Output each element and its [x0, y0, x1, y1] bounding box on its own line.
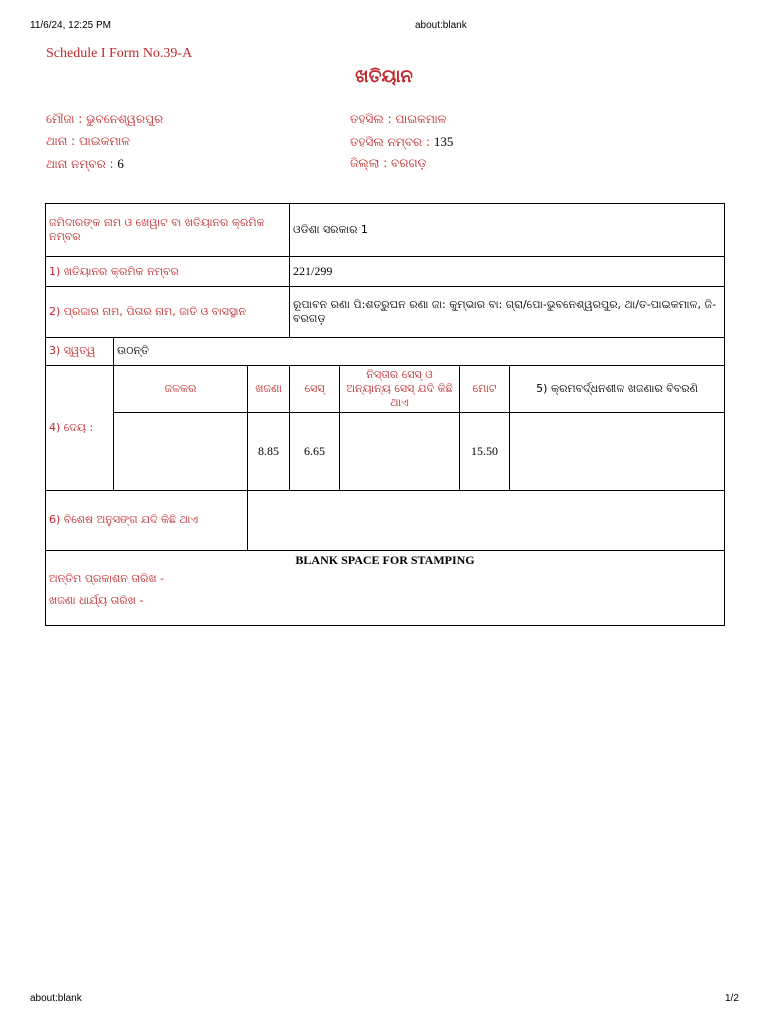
final-publication-date: ଅନ୍ତିମ ପ୍ରକାଶନ ତାରିଖ - — [49, 571, 165, 585]
stamp-row — [46, 550, 725, 625]
tehsil-info: ତହସିଲ : ପାଇକମାଳ — [350, 112, 447, 126]
nistar-cess-header: ନିସ୍ତାର ସେସ୍ ଓ ଅନ୍ୟାନ୍ୟ ସେସ୍ ଯଦି କିଛି ଥାଏ — [340, 365, 460, 412]
right-value: ଉଠନ୍ତି — [114, 337, 725, 365]
khajana-fixed-date: ଖଜଣା ଧାର୍ଯ୍ୟ ତାରିଖ - — [49, 593, 144, 607]
special-value — [248, 491, 725, 550]
thana-info: ଥାନା : ପାଇକମାଳ — [46, 134, 130, 148]
landlord-label: ଜମିଦାରଙ୍କ ନାମ ଓ ଖେୱାଟ ବା ଖତିୟାନର କ୍ରମିକ ନମ୍ବର — [46, 204, 290, 257]
print-url-footer: about:blank — [30, 993, 82, 1004]
landlord-value: ଓଡିଶା ସରକାର 1 — [290, 204, 725, 257]
cess-header: ସେସ୍ — [290, 365, 340, 412]
right-label: 3) ସ୍ୱତ୍ୱ — [46, 337, 114, 365]
jalkar-value — [114, 412, 248, 490]
stamp-title: BLANK SPACE FOR STAMPING — [295, 552, 475, 567]
dues-values-row — [46, 412, 725, 490]
khatiyan-table — [45, 203, 725, 626]
stamp-cell — [46, 550, 725, 625]
tehsil-number-info — [350, 134, 453, 150]
print-url-header: about:blank — [415, 20, 467, 31]
dues-header-row — [46, 365, 725, 412]
thana-number-label: ଥାନା ନମ୍ବର : — [46, 157, 118, 171]
district-info: ଜିଲ୍ଲା : ବରଗଡ଼ — [350, 156, 427, 170]
tehsil-number-value: 135 — [433, 134, 454, 149]
dues-label: 4) ଦେୟ : — [46, 365, 114, 491]
jalkar-header: ଜଳକର — [114, 365, 248, 412]
right-row — [46, 337, 725, 365]
khatiyan-number-label: 1) ଖତିୟାନର କ୍ରମିକ ନମ୍ବର — [46, 257, 290, 287]
tenant-row — [46, 287, 725, 337]
khatiyan-number-value: 221/299 — [290, 257, 725, 287]
print-page-number: 1/2 — [725, 993, 739, 1004]
thana-number-info — [46, 156, 124, 172]
cess-value: 6.65 — [290, 412, 340, 490]
khatiyan-number-row — [46, 257, 725, 287]
print-datetime: 11/6/24, 12:25 PM — [30, 20, 111, 31]
thana-number-value: 6 — [117, 156, 124, 171]
mouza-info: ମୌଜା : ଭୁବନେଶ୍ୱରପୁର — [46, 112, 164, 126]
khajana-header: ଖଜଣା — [248, 365, 290, 412]
special-label: 6) ବିଶେଷ ଅନୁସଙ୍ଗ ଯଦି କିଛି ଥାଏ — [46, 491, 248, 550]
tehsil-number-label: ତହସିଲ ନମ୍ବର : — [350, 135, 434, 149]
tenant-value: ରୂପାବନ ରଣା ପି:ଶତ୍ରୁଘନ ରଣା ଜା: କୁମ୍ଭାର ବା: ଗ୍ରା/ପୋ-ଭୁବନେଶ୍ୱରପୁର, ଥା/ତ-ପାଇକମାଳ, ଜି-ବରଗଡ଼ — [290, 287, 725, 337]
form-number: Schedule I Form No.39-A — [46, 46, 193, 61]
progressive-rent-value — [510, 412, 725, 490]
document-title: ଖତିୟାନ — [355, 66, 413, 87]
nistar-cess-value — [340, 412, 460, 490]
progressive-rent-header: 5) କ୍ରମବର୍ଦ୍ଧନଶୀଳ ଖଜଣାର ବିବରଣି — [510, 365, 725, 412]
total-header: ମୋଟ — [460, 365, 510, 412]
total-value: 15.50 — [460, 412, 510, 490]
khajana-value: 8.85 — [248, 412, 290, 490]
landlord-row — [46, 204, 725, 257]
special-row — [46, 491, 725, 550]
tenant-label: 2) ପ୍ରଜାର ନାମ, ପିତାର ନାମ, ଜାତି ଓ ବାସସ୍ଥାନ — [46, 287, 290, 337]
